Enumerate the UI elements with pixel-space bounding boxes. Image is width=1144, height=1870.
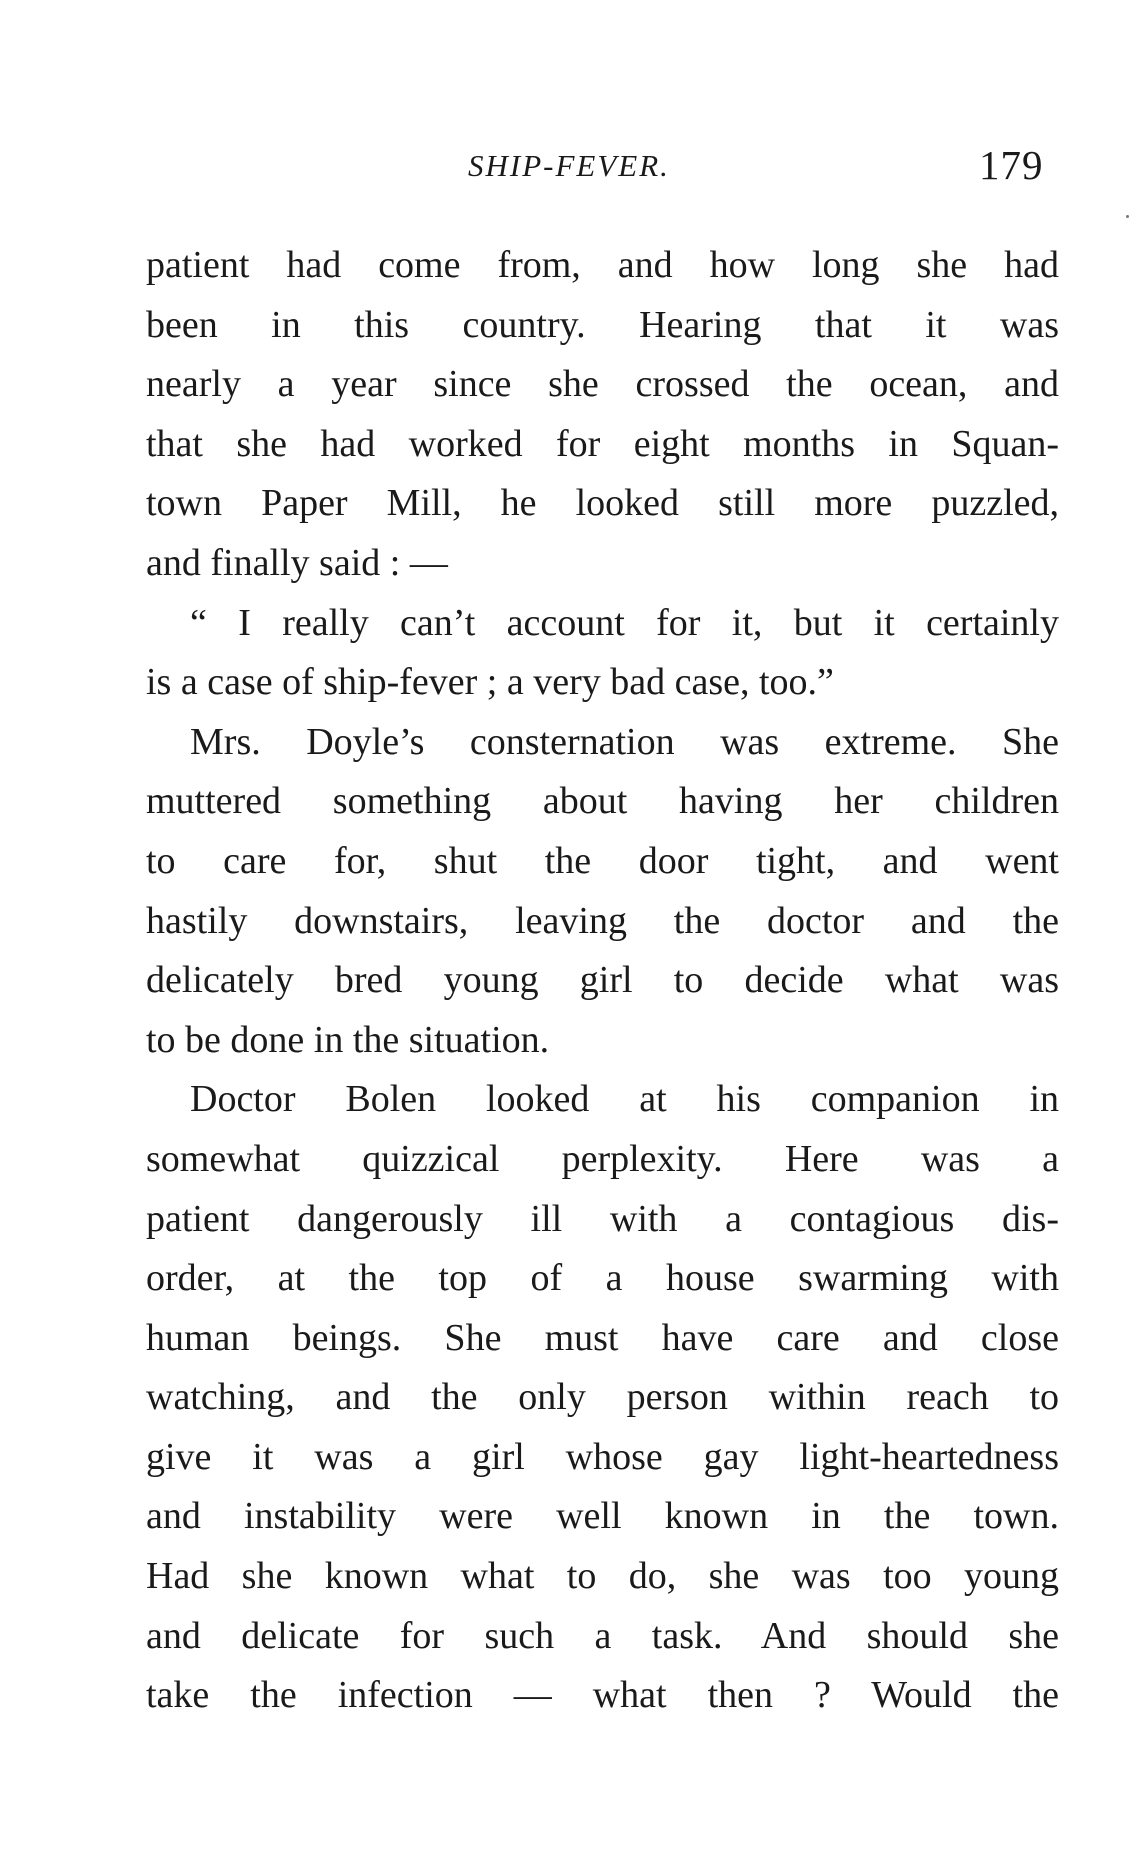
text-line: take the infection — what then ? Would the: [146, 1674, 1059, 1717]
text-line: to care for, shut the door tight, and went: [146, 839, 1059, 882]
running-title: SHIP-FEVER.: [468, 148, 670, 183]
text-line: patient had come from, and how long she had: [146, 244, 1059, 286]
text-line: is a case of ship-fever ; a very bad case, too.”: [146, 661, 834, 704]
text-line: been in this country. Hearing that it was: [146, 303, 1059, 346]
text-line: Mrs. Doyle’s consternation was extreme. She: [190, 720, 1059, 763]
body-text: [146, 236, 1059, 1726]
text-line: nearly a year since she crossed the ocean, and: [146, 363, 1059, 406]
text-line: watching, and the only person within reach to: [146, 1376, 1059, 1419]
text-line: patient dangerously ill with a contagious dis-: [146, 1197, 1059, 1240]
text-line: muttered something about having her children: [146, 780, 1059, 823]
text-line: to be done in the situation.: [146, 1018, 550, 1061]
text-line: give it was a girl whose gay light-heartedness: [146, 1435, 1059, 1478]
text-line: human beings. She must have care and close: [146, 1316, 1059, 1359]
text-line: that she had worked for eight months in Squan-: [146, 422, 1059, 465]
text-line: “ I really can’t account for it, but it certainly: [190, 601, 1059, 644]
text-line: somewhat quizzical perplexity. Here was a: [146, 1137, 1059, 1180]
page-number: 179: [979, 142, 1044, 188]
text-line: and finally said : —: [146, 541, 448, 584]
text-line: hastily downstairs, leaving the doctor and the: [146, 899, 1059, 942]
text-line: order, at the top of a house swarming with: [146, 1257, 1059, 1300]
ink-speck: [1126, 215, 1129, 218]
text-line: Had she known what to do, she was too young: [146, 1555, 1059, 1598]
text-line: town Paper Mill, he looked still more puzzled,: [146, 482, 1059, 525]
text-line: Doctor Bolen looked at his companion in: [190, 1078, 1059, 1121]
text-line: delicately bred young girl to decide what was: [146, 959, 1059, 1002]
text-line: and instability were well known in the town.: [146, 1495, 1059, 1538]
text-line: and delicate for such a task. And should she: [146, 1614, 1059, 1657]
